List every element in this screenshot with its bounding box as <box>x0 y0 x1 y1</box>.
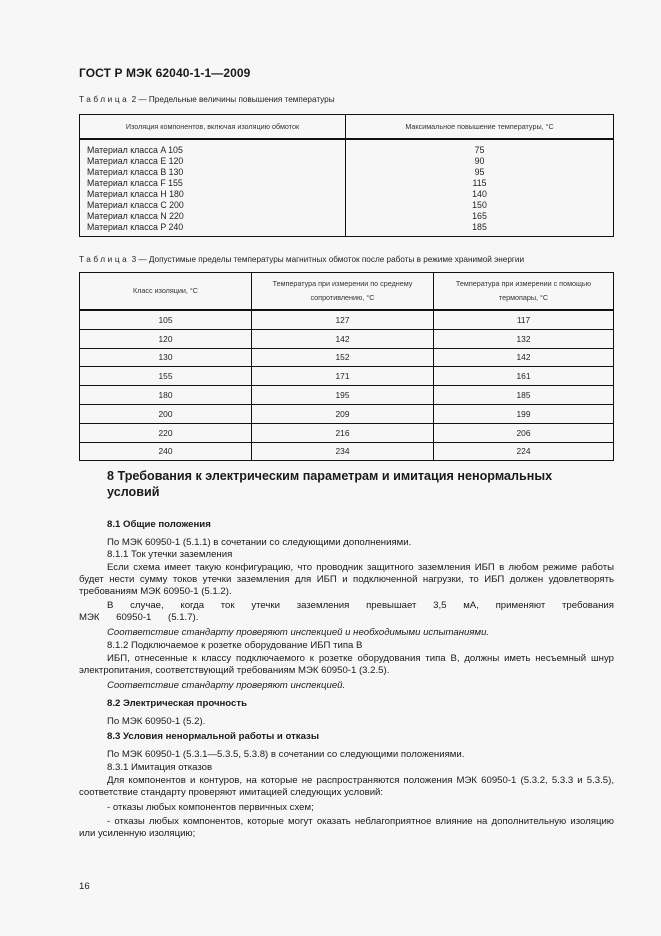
section-8-2-title: 8.2 Электрическая прочность <box>107 698 247 709</box>
table2-caption-word: Таблица <box>79 95 130 104</box>
table2-cell-material: Материал класса H 180 <box>80 189 346 200</box>
table-row <box>80 139 614 156</box>
section-8-3-1-title: 8.3.1 Имитация отказов <box>107 762 213 773</box>
table2-cell-value: 140 <box>346 189 614 200</box>
section-8-1-2-title: 8.1.2 Подключаемое к розетке оборудование ИБП типа В <box>107 640 363 651</box>
table2-cell-value: 115 <box>346 178 614 189</box>
table-row <box>80 367 614 386</box>
table-row <box>80 423 614 442</box>
table2-caption <box>79 95 335 104</box>
table-row <box>80 442 614 461</box>
table2-cell-value: 95 <box>346 167 614 178</box>
table3-cell-thermocouple: 199 <box>434 404 614 423</box>
table-row <box>80 189 614 200</box>
table3-cell-class: 120 <box>80 329 252 348</box>
table2-cell-material: Материал класса C 200 <box>80 200 346 211</box>
paragraph: По МЭК 60950-1 (5.2). <box>107 716 206 727</box>
table-row <box>80 329 614 348</box>
table3-cell-resistance: 142 <box>252 329 434 348</box>
table2-caption-text: 2 — Предельные величины повышения температуры <box>131 95 335 104</box>
table2-cell-value: 90 <box>346 156 614 167</box>
table2-col-header: Изоляция компонентов, включая изоляцию обмоток <box>80 115 346 140</box>
table3-cell-class: 180 <box>80 386 252 405</box>
table-row <box>80 156 614 167</box>
table-row <box>80 211 614 222</box>
table2-cell-value: 165 <box>346 211 614 222</box>
table-row <box>80 200 614 211</box>
table3-cell-class: 155 <box>80 367 252 386</box>
list-item: - отказы любых компонентов первичных схем; <box>107 802 314 813</box>
table3-caption-word: Таблица <box>79 255 130 264</box>
table-row <box>80 310 614 329</box>
table-row <box>80 404 614 423</box>
table3-cell-thermocouple: 132 <box>434 329 614 348</box>
table2-header-row <box>80 115 614 140</box>
table3-cell-thermocouple: 161 <box>434 367 614 386</box>
table2 <box>79 114 614 237</box>
table3-cell-class: 105 <box>80 310 252 329</box>
table3-caption <box>79 255 524 264</box>
table3-cell-resistance: 195 <box>252 386 434 405</box>
table3-cell-resistance: 127 <box>252 310 434 329</box>
compliance-note: Соответствие стандарту проверяют инспекцией и необходимыми испытаниями. <box>107 627 490 638</box>
document-header: ГОСТ Р МЭК 62040-1-1—2009 <box>79 66 251 80</box>
paragraph: ИБП, отнесенные к классу подключаемого к розетке оборудования типа В, должны иметь несъемный шнур электропитания, соответствующий требованиям МЭК 60950-1 (3.2.5). <box>79 653 614 676</box>
paragraph: По МЭК 60950-1 (5.3.1—5.3.5, 5.3.8) в сочетании со следующими положениями. <box>107 749 465 760</box>
section-8-3-title: 8.3 Условия ненормальной работы и отказы <box>107 731 320 742</box>
table2-cell-material: Материал класса F 155 <box>80 178 346 189</box>
paragraph: По МЭК 60950-1 (5.1.1) в сочетании со следующими дополнениями. <box>107 537 412 548</box>
table3-cell-thermocouple: 185 <box>434 386 614 405</box>
table-row <box>80 222 614 237</box>
table3-cell-class: 130 <box>80 348 252 367</box>
table3-cell-thermocouple: 142 <box>434 348 614 367</box>
paragraph: Для компонентов и контуров, на которые не распространяются положения МЭК 60950-1 (5.3.2, 5.3.3 и 5.3.5), соответствие стандарту проверяют имитацией следующих условий: <box>79 775 614 798</box>
table2-cell-value: 185 <box>346 222 614 237</box>
table-row <box>80 178 614 189</box>
table3 <box>79 272 614 461</box>
paragraph-text: В случае, когда ток утечки заземления превышает 3,5 мА, применяют требования МЭК 60950-1 (5.1.7). <box>79 600 614 623</box>
section-8-1-1-title: 8.1.1 Ток утечки заземления <box>107 549 233 560</box>
table2-cell-material: Материал класса N 220 <box>80 211 346 222</box>
table3-cell-resistance: 216 <box>252 423 434 442</box>
table3-col-header: Температура при измерении с помощью термопары, °С <box>434 273 614 311</box>
table3-cell-thermocouple: 224 <box>434 442 614 461</box>
table-row <box>80 348 614 367</box>
paragraph: Если схема имеет такую конфигурацию, что проводник защитного заземления ИБП в любом режиме работы будет нести сумму токов утечки заземления для ИБП и подключенной нагрузки, то ИБП должен удовлетворять требованиям МЭК 60950-1 (5.1.2). <box>79 562 614 597</box>
table3-cell-resistance: 234 <box>252 442 434 461</box>
table2-cell-material: Материал класса A 105 <box>80 139 346 156</box>
table3-cell-resistance: 152 <box>252 348 434 367</box>
paragraph <box>79 600 614 624</box>
table3-cell-resistance: 171 <box>252 367 434 386</box>
page-number: 16 <box>79 881 90 892</box>
table3-cell-class: 220 <box>80 423 252 442</box>
table3-cell-class: 240 <box>80 442 252 461</box>
table2-cell-material: Материал класса E 120 <box>80 156 346 167</box>
table3-col-header: Температура при измерении по среднему сопротивлению, °С <box>252 273 434 311</box>
table2-cell-material: Материал класса B 130 <box>80 167 346 178</box>
table3-cell-thermocouple: 117 <box>434 310 614 329</box>
table3-cell-thermocouple: 206 <box>434 423 614 442</box>
table2-cell-value: 150 <box>346 200 614 211</box>
section-8-1-title: 8.1 Общие положения <box>107 519 211 530</box>
table3-header-row <box>80 273 614 311</box>
table3-cell-class: 200 <box>80 404 252 423</box>
section-8-title: 8 Требования к электрическим параметрам и имитация ненормальных условий <box>107 469 553 499</box>
table3-col-header: Класс изоляции, °С <box>80 273 252 311</box>
table2-cell-material: Материал класса P 240 <box>80 222 346 237</box>
table-row <box>80 386 614 405</box>
table-row <box>80 167 614 178</box>
table2-cell-value: 75 <box>346 139 614 156</box>
table2-col-header: Максимальное повышение температуры, °С <box>346 115 614 140</box>
list-item: - отказы любых компонентов, которые могут оказать неблагоприятное влияние на дополнительную изоляцию или усиленную изоляцию; <box>79 816 614 839</box>
table3-caption-text: 3 — Допустимые пределы температуры магнитных обмоток после работы в режиме хранимой энергии <box>131 255 525 264</box>
compliance-note: Соответствие стандарту проверяют инспекцией. <box>107 680 346 691</box>
table3-cell-resistance: 209 <box>252 404 434 423</box>
